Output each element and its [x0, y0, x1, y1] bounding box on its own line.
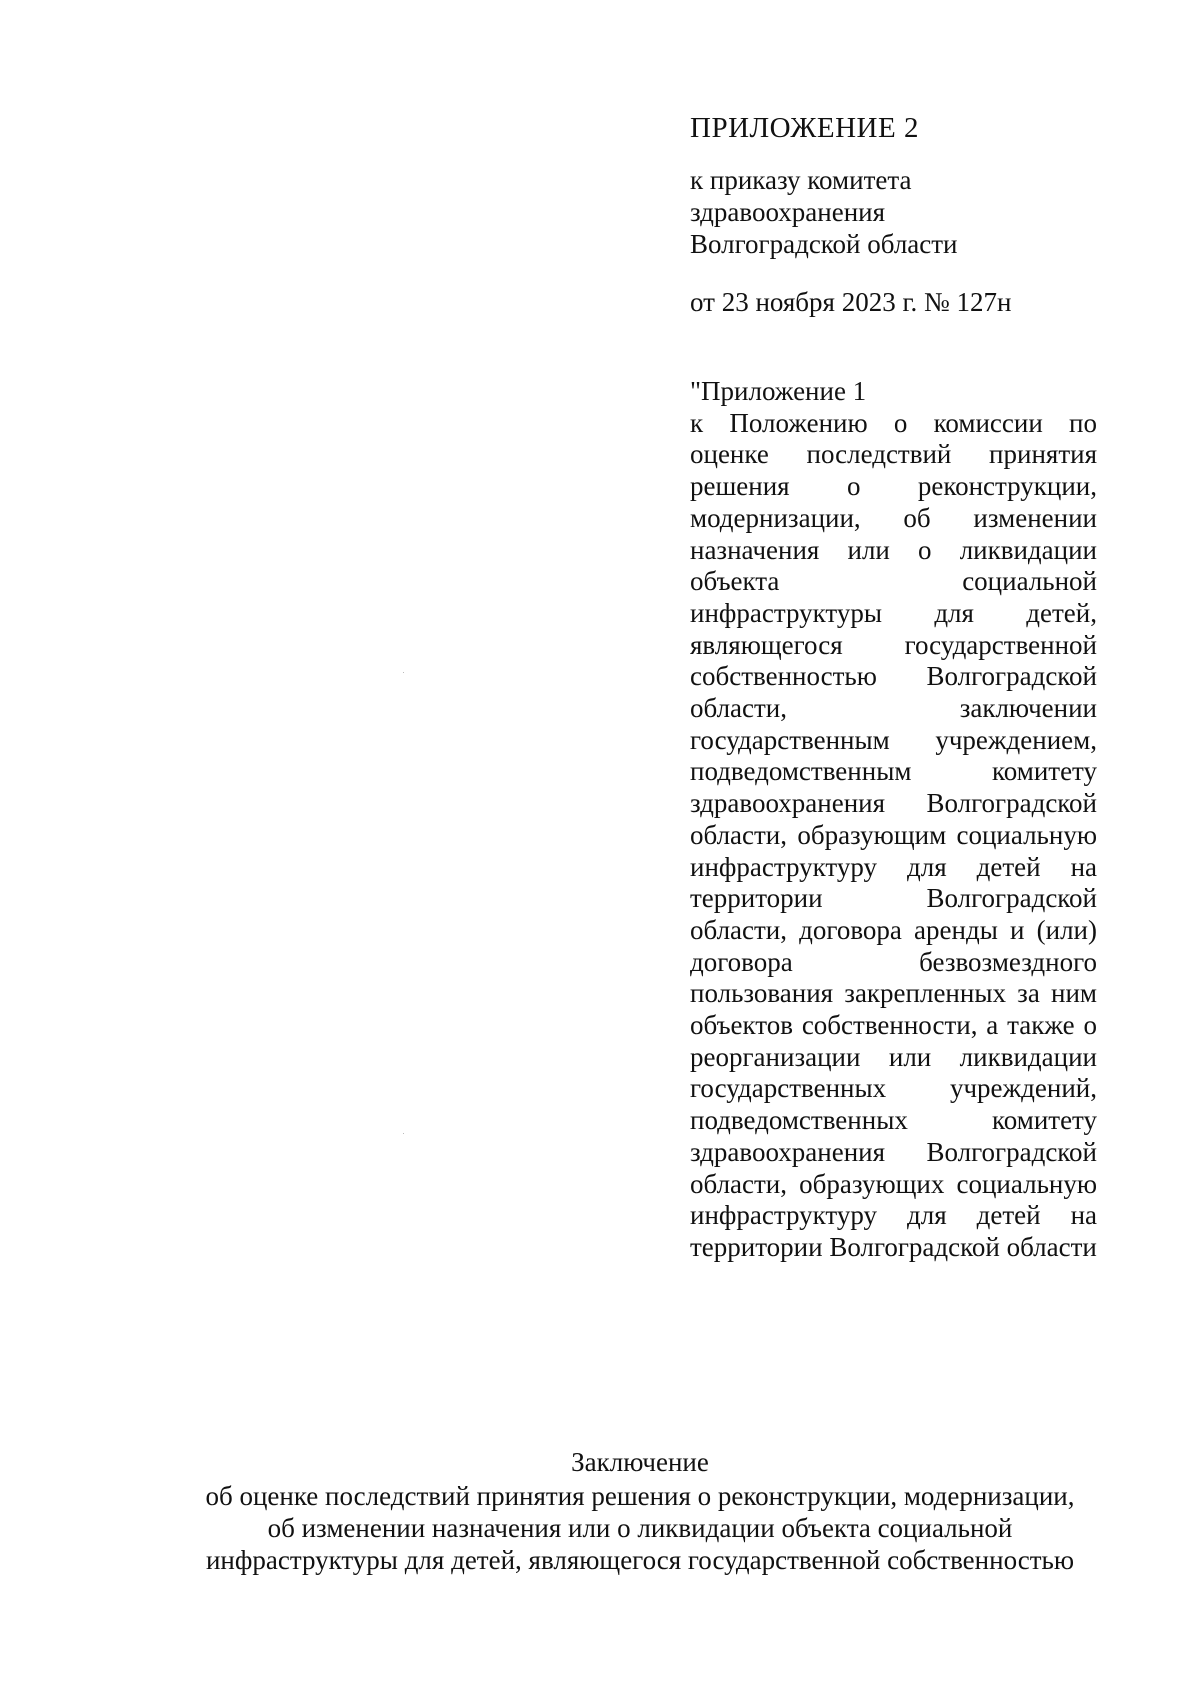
order-reference-line-1: к приказу комитета	[690, 165, 912, 195]
order-reference-line-2: здравоохранения	[690, 197, 886, 227]
conclusion-subtitle-line-1: об оценке последствий принятия решения о реконструкции, модернизации,	[205, 1481, 1075, 1511]
order-reference-line-3: Волгоградской области	[690, 229, 958, 259]
inner-appendix-title: "Приложение 1	[690, 376, 867, 406]
scan-speck	[403, 672, 404, 673]
conclusion-heading	[160, 1446, 1120, 1576]
appendix-header	[690, 112, 1110, 318]
order-date: от 23 ноября 2023 г. № 127н	[690, 287, 1012, 317]
conclusion-subtitle-line-2: об изменении назначения или о ликвидации объекта социальной	[267, 1513, 1013, 1543]
appendix-title: ПРИЛОЖЕНИЕ 2	[690, 112, 919, 144]
conclusion-title: Заключение	[571, 1447, 709, 1477]
inner-appendix-text: к Положению о комиссии по оценке последствий принятия решения о реконструкции, модернизации, об изменении назначения или о ликвидации объекта социальной инфраструктуры для детей, являющегося государственной собственностью Волгоградской области, заключении государственным учреждением, подведомственным комитету здравоохранения Волгоградской области, образующим социальную инфраструктуру для детей на территории Волгоградской области, договора аренды и (или) договора безвозмездного пользования закрепленных за ним объектов собственности, а также о реорганизации или ликвидации государственных учреждений, подведомственных комитету здравоохранения Волгоградской области, образующих социальную инфраструктуру для детей на территории Волгоградской области	[690, 407, 1097, 1262]
scan-speck	[403, 1133, 404, 1134]
inner-appendix-block	[690, 376, 1097, 1264]
conclusion-subtitle-line-3: инфраструктуры для детей, являющегося государственной собственностью	[205, 1545, 1075, 1575]
